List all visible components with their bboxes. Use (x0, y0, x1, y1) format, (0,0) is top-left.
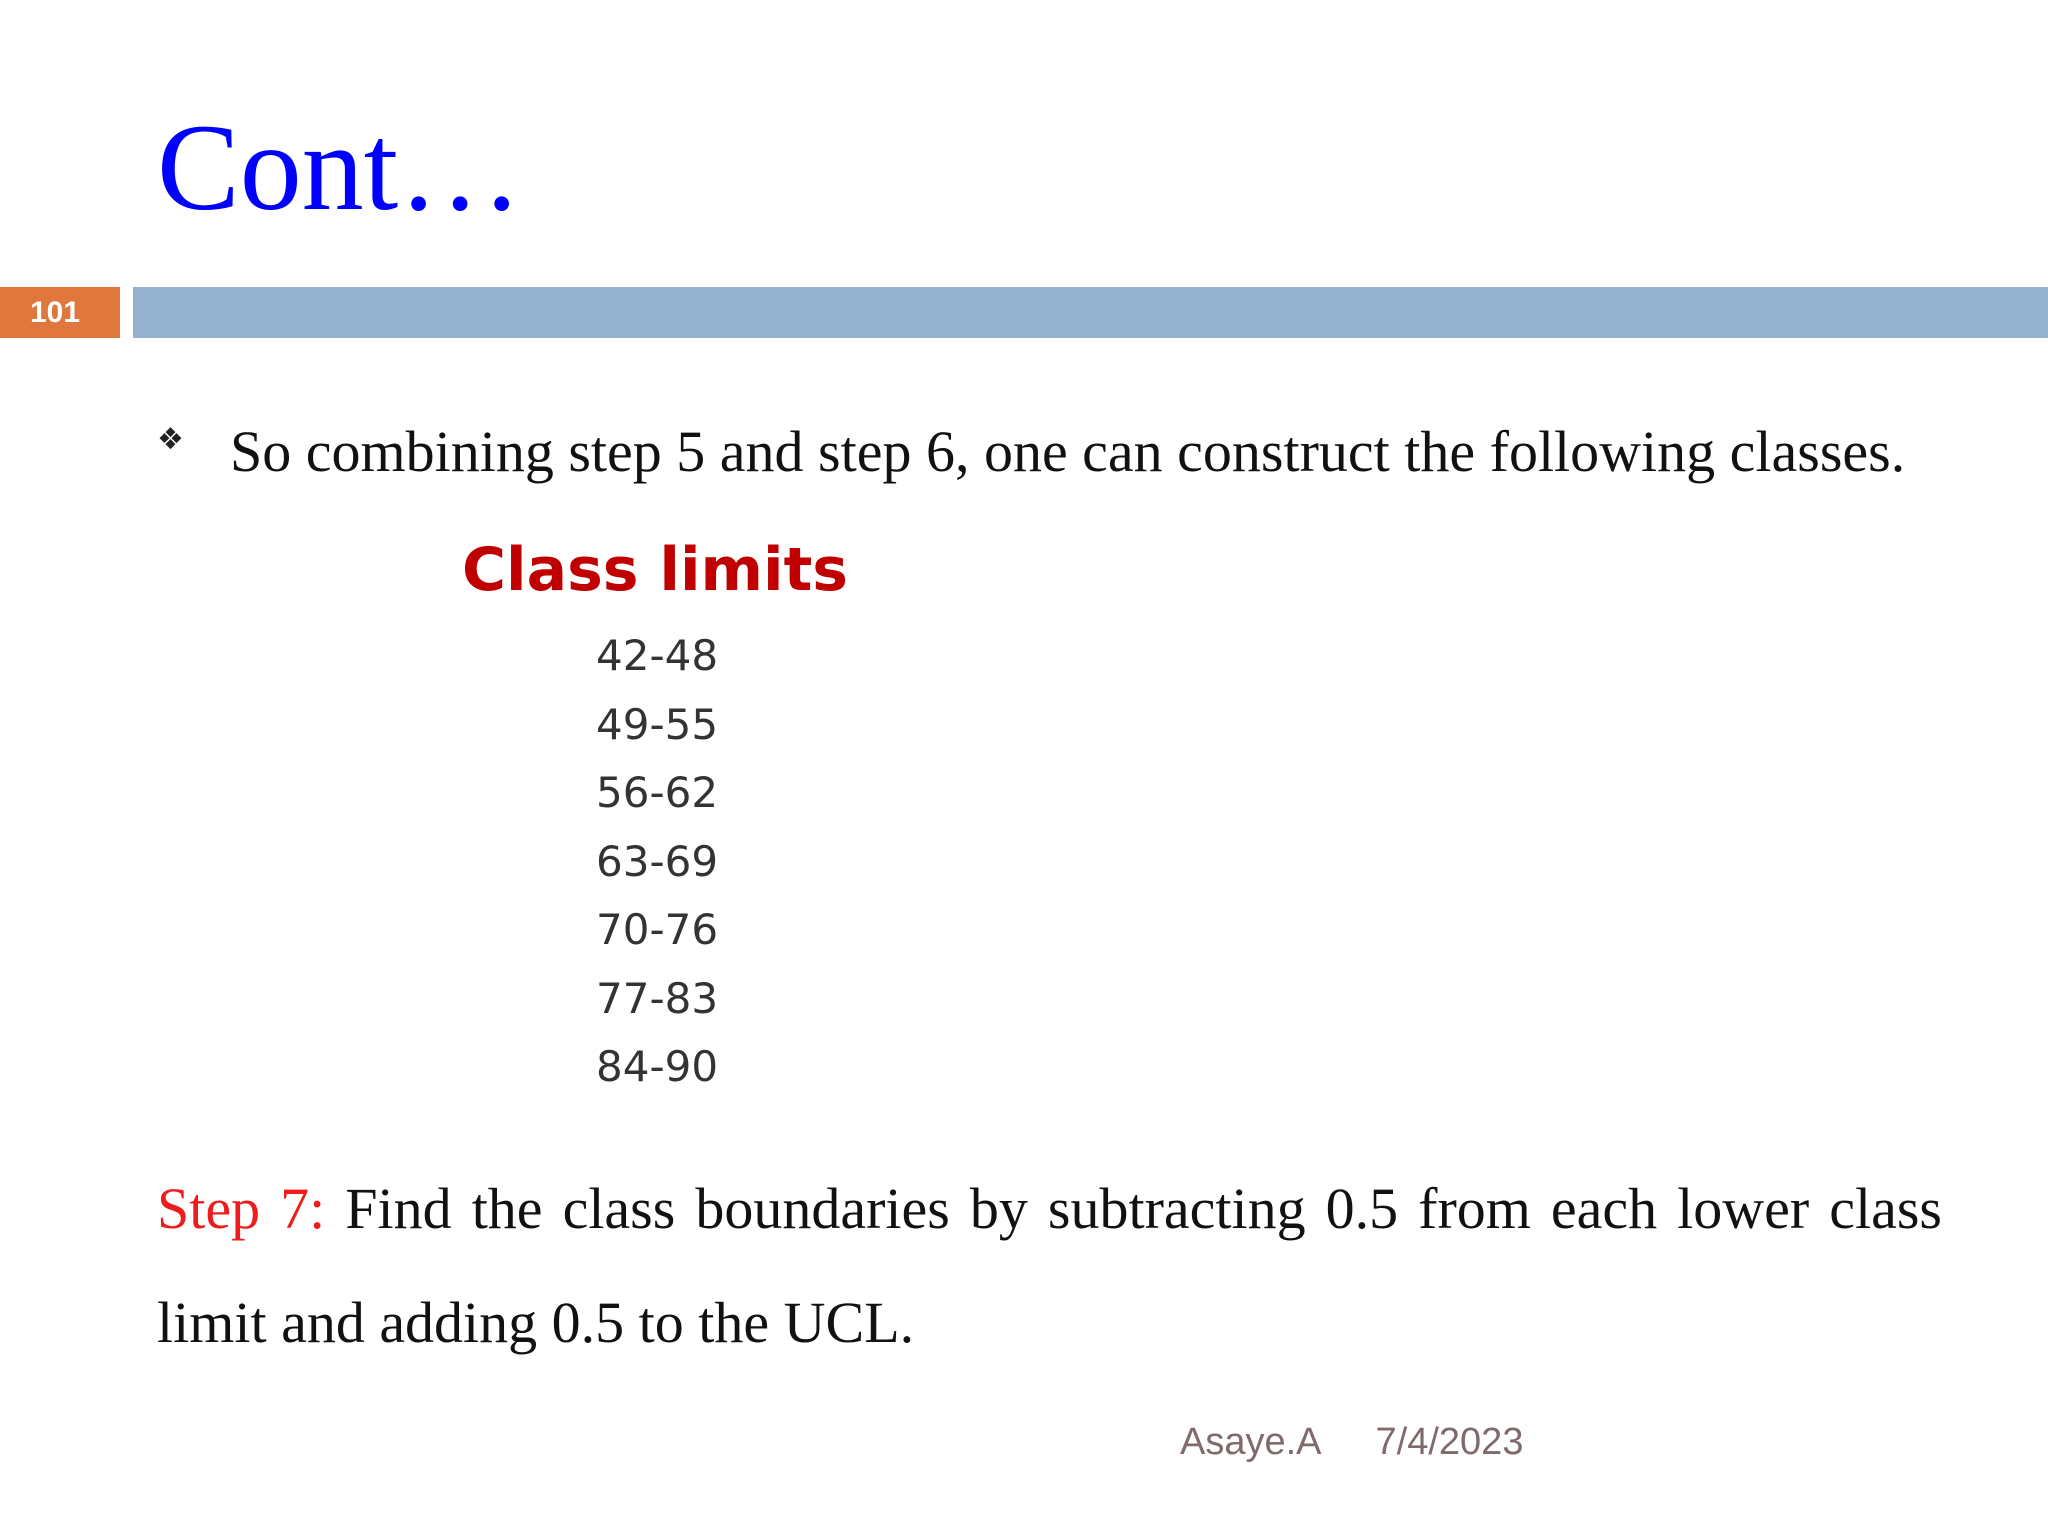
footer-date: 7/4/2023 (1375, 1421, 1524, 1463)
class-limits-table (462, 530, 862, 1091)
title-divider-bar (133, 287, 2048, 338)
slide-footer (1180, 1418, 1523, 1466)
class-limit-row: 49-55 (596, 699, 719, 749)
class-limit-row: 77-83 (596, 973, 719, 1023)
class-limit-row: 70-76 (596, 905, 719, 954)
page-number-badge: 101 (0, 287, 120, 338)
class-limits-list (596, 622, 718, 1102)
class-limits-heading: Class limits (462, 535, 849, 605)
footer-author: Asaye.A (1180, 1421, 1322, 1463)
bullet-text: So combining step 5 and step 6, one can construct the following classes. (230, 419, 1906, 484)
class-limit-row: 56-62 (596, 768, 719, 817)
diamond-bullet-icon: ❖ (157, 422, 184, 457)
step-7-label: Step 7: (157, 1176, 326, 1241)
step-7-text: Find the class boundaries by subtracting 0.5 from each lower class limit and adding 0.5 to the UCL. (157, 1176, 1942, 1355)
class-limit-row: 63-69 (596, 836, 719, 886)
class-limit-row: 84-90 (596, 1042, 719, 1091)
step-7-paragraph (157, 1152, 1942, 1380)
class-limit-row: 42-48 (596, 631, 719, 680)
slide-title: Cont… (157, 99, 523, 236)
